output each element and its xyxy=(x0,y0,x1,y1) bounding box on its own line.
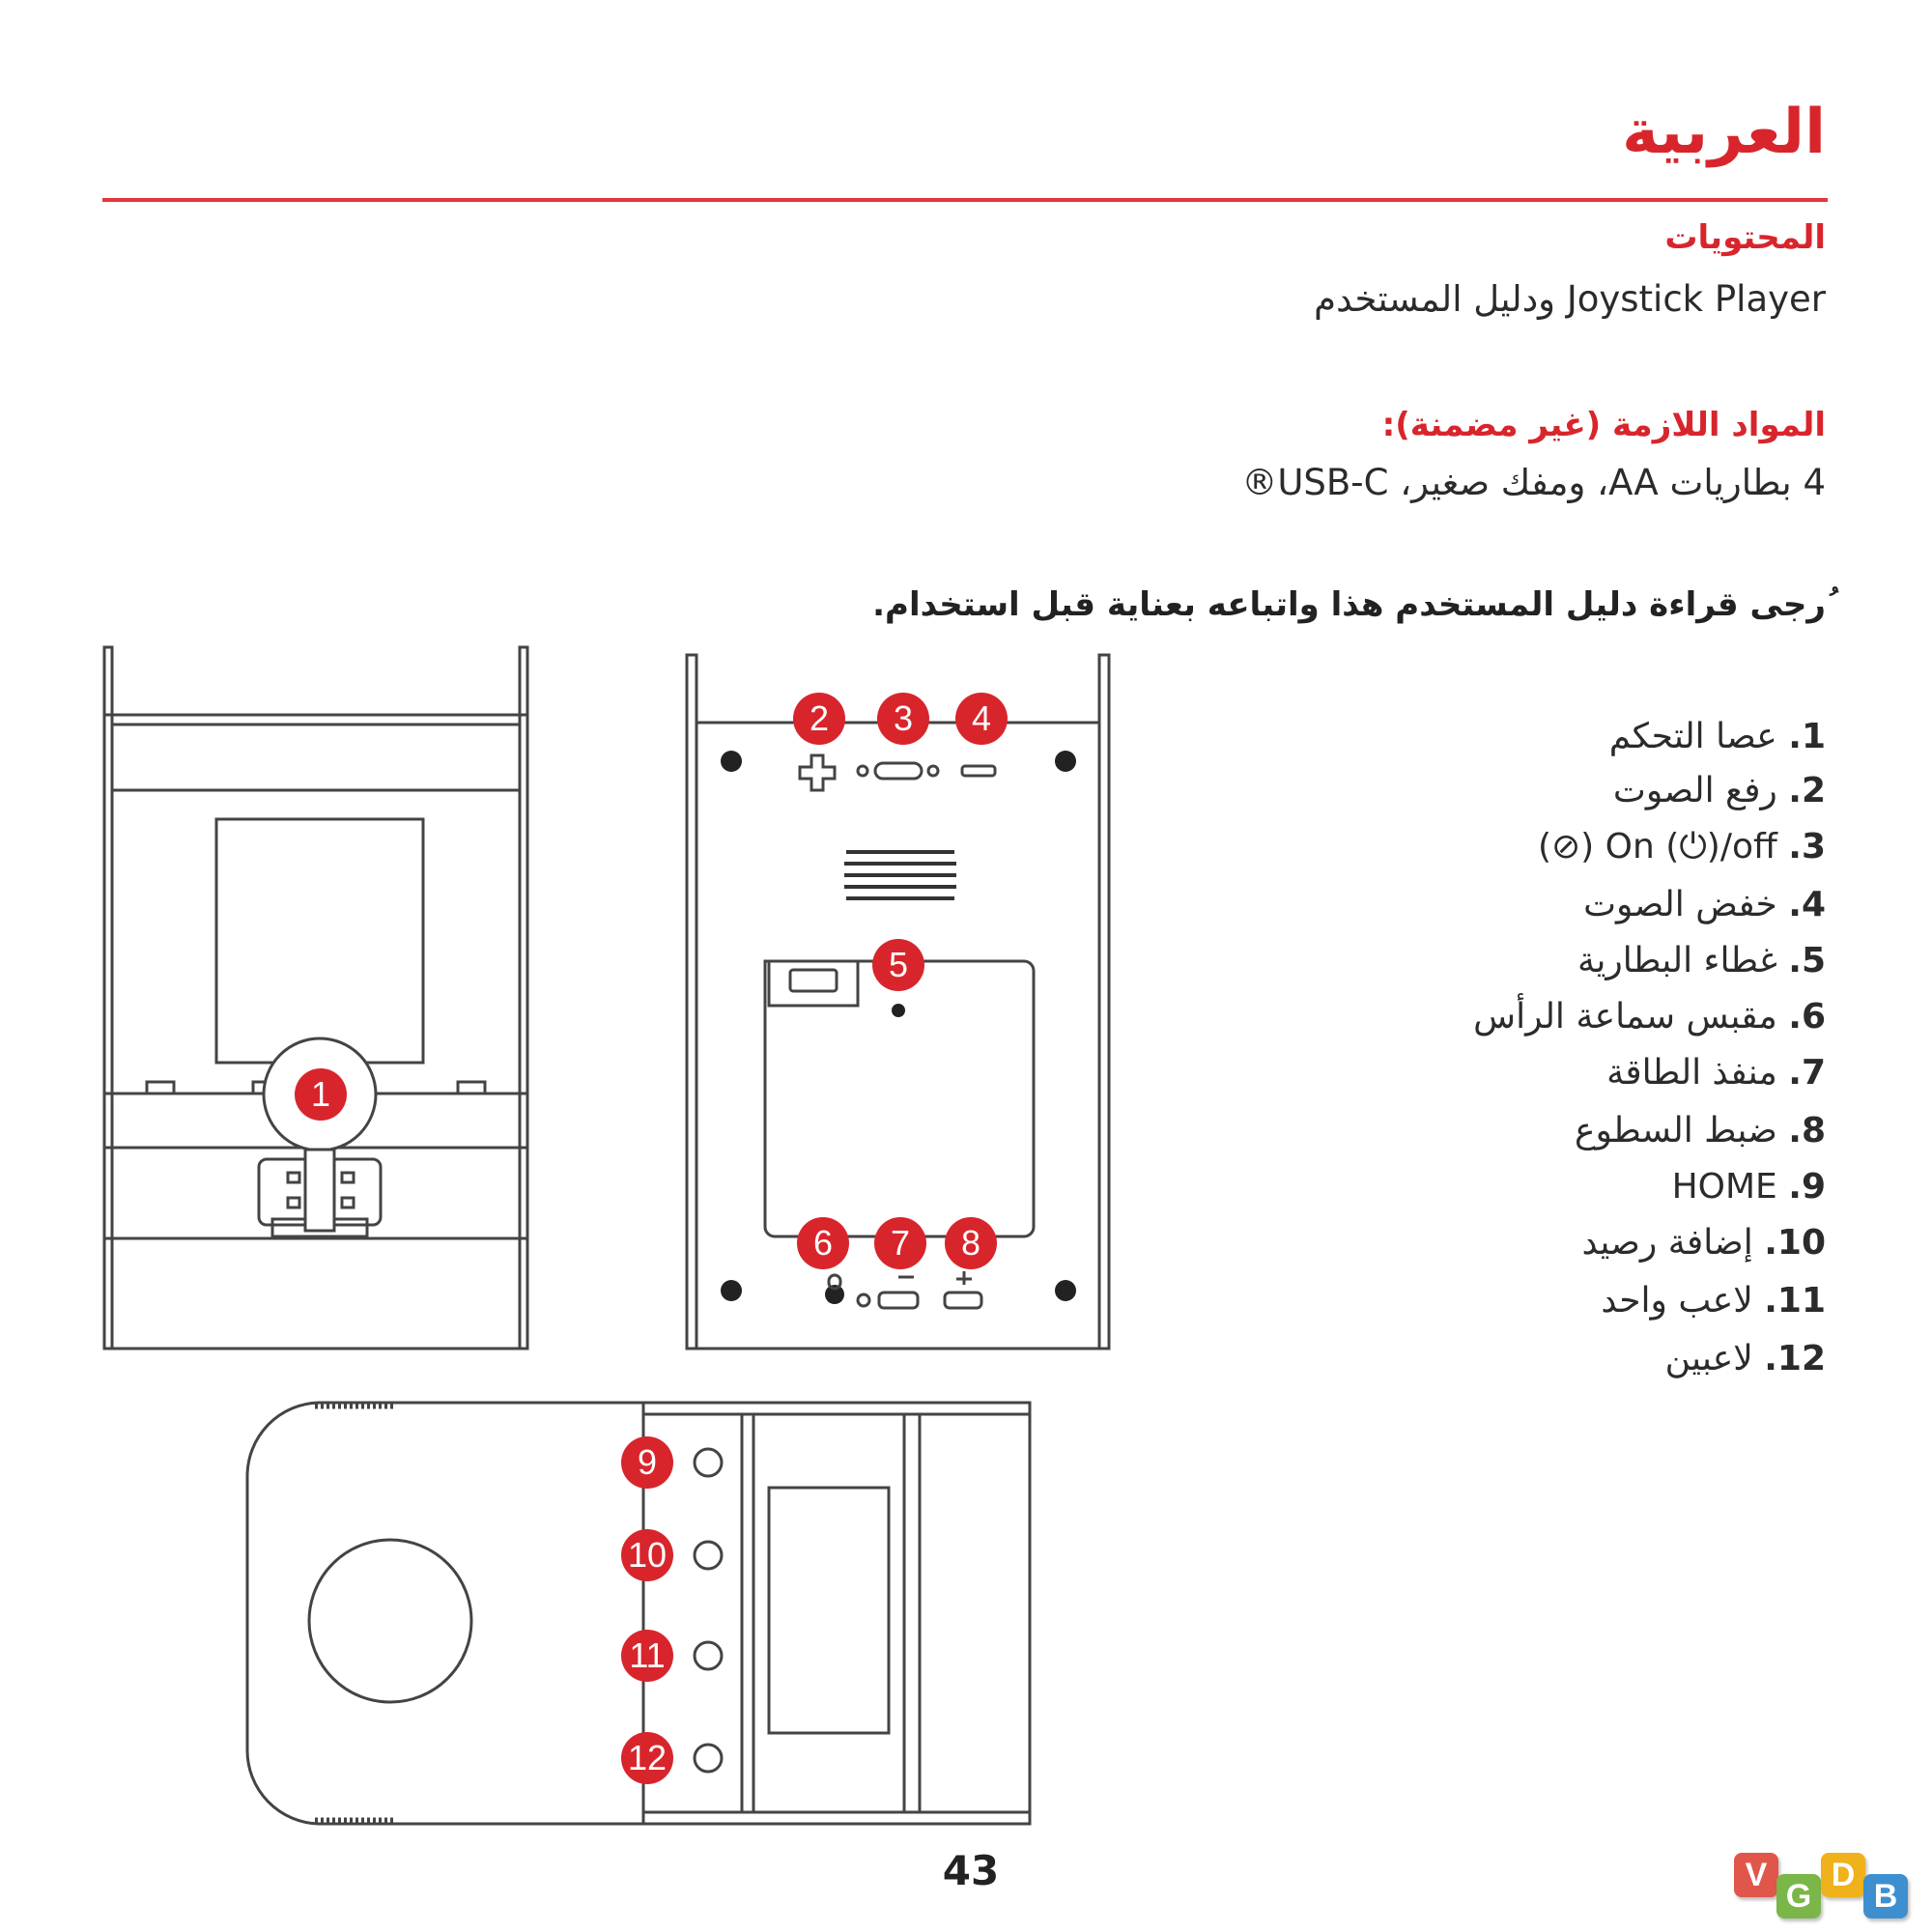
materials-heading: المواد اللازمة (غير مضمنة): xyxy=(1381,406,1826,444)
page-title: العربية xyxy=(1622,97,1826,168)
callout-7: 7 xyxy=(874,1217,926,1269)
callout-10: 10 xyxy=(621,1529,673,1581)
item-label: HOME xyxy=(1671,1167,1777,1207)
item-number: 8. xyxy=(1788,1111,1826,1151)
contents-text: Joystick Player ودليل المستخدم xyxy=(1314,278,1826,320)
callout-12: 12 xyxy=(621,1732,673,1784)
item-label: غطاء البطارية xyxy=(1577,941,1777,980)
usage-note: ُرجى قراءة دليل المستخدم هذا واتباعه بعناية قبل استخدام. xyxy=(872,585,1826,624)
logo-letter: V xyxy=(1734,1853,1778,1897)
callout-4: 4 xyxy=(955,693,1008,745)
item-number: 5. xyxy=(1788,941,1826,980)
item-number: 7. xyxy=(1788,1053,1826,1093)
callout-3: 3 xyxy=(877,693,929,745)
item-label: إضافة رصيد xyxy=(1581,1223,1753,1263)
contents-heading: المحتويات xyxy=(1664,218,1826,257)
callout-2: 2 xyxy=(793,693,845,745)
item-label: عصا التحكم xyxy=(1608,717,1777,756)
item-number: 9. xyxy=(1788,1167,1826,1207)
item-number: 12. xyxy=(1764,1339,1826,1378)
watermark-logo xyxy=(1734,1853,1927,1922)
item-label: خفض الصوت xyxy=(1583,885,1777,924)
speaker-grille xyxy=(844,850,956,900)
page-number: 43 xyxy=(942,1847,1000,1894)
item-number: 11. xyxy=(1764,1281,1826,1321)
item-label: رفع الصوت xyxy=(1612,771,1777,810)
callout-5: 5 xyxy=(872,939,924,991)
logo-letter: D xyxy=(1821,1853,1865,1897)
item-number: 3. xyxy=(1788,827,1826,867)
item-label: مقبس سماعة الرأس xyxy=(1473,997,1777,1037)
materials-text: 4 بطاريات AA، ومفك صغير، USB-C® xyxy=(1241,462,1826,503)
item-number: 10. xyxy=(1764,1223,1826,1263)
item-number: 2. xyxy=(1788,771,1826,810)
front-view xyxy=(104,647,527,1349)
logo-letter: B xyxy=(1863,1874,1908,1918)
item-label: لاعب واحد xyxy=(1601,1281,1753,1321)
item-label: On (⏻)/off (⦸) xyxy=(1537,827,1777,867)
callout-6: 6 xyxy=(797,1217,849,1269)
item-number: 4. xyxy=(1788,885,1826,924)
callout-1: 1 xyxy=(295,1068,347,1121)
item-label: منفذ الطاقة xyxy=(1606,1053,1777,1093)
callout-9: 9 xyxy=(621,1436,673,1489)
item-label: لاعبين xyxy=(1664,1339,1753,1378)
callout-8: 8 xyxy=(945,1217,997,1269)
callout-11: 11 xyxy=(621,1630,673,1682)
item-number: 1. xyxy=(1788,717,1826,756)
item-number: 6. xyxy=(1788,997,1826,1037)
item-label: ضبط السطوع xyxy=(1575,1111,1777,1151)
logo-letter: G xyxy=(1776,1874,1821,1918)
